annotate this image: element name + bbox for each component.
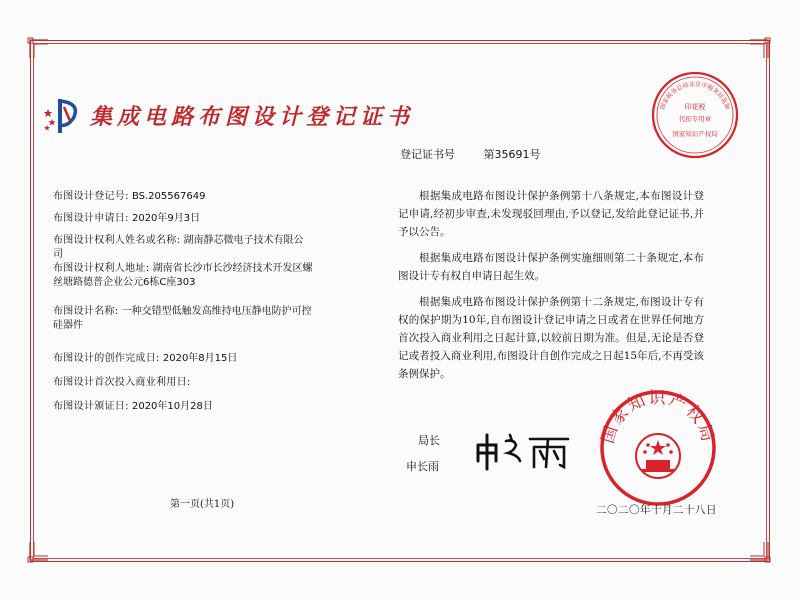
national-emblem-icon <box>636 434 680 478</box>
certificate-number-label: 登记证书号 <box>400 148 455 161</box>
field-value: 湖南省长沙市长沙经济技术开发区螺丝塘路德普企业公元6栋C座303 <box>53 263 313 288</box>
paragraph: 根据集成电路布图设计保护条例第十八条规定,本布图设计登记申请,经初步审查,未发现驳回理由,予以登记,发给此登记证书,并予以公告。 <box>398 190 704 238</box>
field-label: 布图设计登记号: <box>53 191 129 202</box>
field-label: 布图设计首次投入商业利用日: <box>53 377 191 388</box>
paragraph: 根据集成电路布图设计保护条例实施细则第二十条规定,本布图设计专有权自申请日起生效。 <box>398 252 704 282</box>
field-right-holder <box>53 234 313 262</box>
field-label: 布图设计申请日: <box>53 213 129 224</box>
seal-ring-text: 国家知识产权局 <box>598 388 718 446</box>
page-number: 第一页(共1页) <box>170 499 235 510</box>
field-label: 布图设计的创作完成日: <box>53 353 160 364</box>
certificate-number-value: 第35691号 <box>483 148 541 161</box>
svg-text:国家知识产权局 <box>598 389 718 446</box>
field-value: 湖南静芯微电子技术有限公司 <box>53 235 304 260</box>
field-label: 布图设计颁证日: <box>53 401 129 412</box>
cnipa-logo-icon <box>44 95 86 137</box>
field-issue-date <box>53 400 313 414</box>
paragraph: 根据集成电路布图设计保护条例第十二条规定,布图设计专有权的保护期为10年,自布图设计登记申请之日或者在世界任何地方首次投入商业利用之日起计算,以较前日期为准。但是,无论是否登记或者投入商业利用,布图设计自创作完成之日起15年后,不再受该条例保护。 <box>398 296 704 380</box>
field-label: 布图设计权利人姓名或名称: <box>53 235 181 246</box>
signature-name: 申长雨 <box>406 460 439 473</box>
field-application-date <box>53 212 313 226</box>
field-registration-no <box>53 190 313 204</box>
corner-ornament-icon <box>746 538 772 564</box>
field-label: 布图设计权利人地址: <box>53 263 150 274</box>
corner-ornament-icon <box>746 36 772 62</box>
seal-inner-line1: 印花税 <box>684 103 706 111</box>
document-title: 集成电路布图设计登记证书 <box>90 104 415 130</box>
field-value: 一种交错型低触发高维持电压静电防护可控硅器件 <box>53 306 312 331</box>
field-creation-date <box>53 352 313 366</box>
tax-stamp-seal <box>650 70 740 160</box>
field-label: 布图设计名称: <box>53 306 119 317</box>
certificate-number <box>400 146 541 162</box>
seal-inner-line2: 代扣专用章 <box>678 115 712 123</box>
issue-date-chinese: 二〇二〇年十月二十八日 <box>596 504 717 516</box>
field-holder-address <box>53 262 313 290</box>
field-design-name <box>53 305 313 333</box>
field-value: 2020年10月28日 <box>131 401 213 412</box>
field-value: BS.205567649 <box>131 191 206 202</box>
official-seal <box>598 388 718 508</box>
corner-ornament-icon <box>26 36 52 62</box>
seal-bottom-text: 国家知识产权局 <box>672 130 718 138</box>
handwritten-signature <box>470 425 580 475</box>
signature-title: 局长 <box>418 434 440 447</box>
field-value: 2020年8月15日 <box>162 353 238 364</box>
field-first-commercial-use <box>53 376 313 390</box>
field-value: 2020年9月3日 <box>131 213 201 224</box>
corner-ornament-icon <box>26 538 52 564</box>
seal-ring-text: 国家税务总局北京市税务局监制 <box>659 80 731 111</box>
